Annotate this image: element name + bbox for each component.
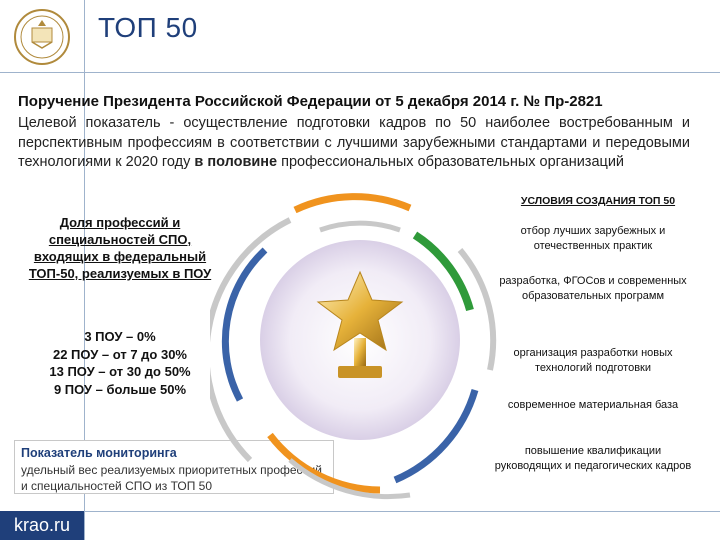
stat-line: 13 ПОУ – от 30 до 50% xyxy=(49,364,191,379)
monitoring-text: удельный вес реализуемых приоритетных профессий и специальностей СПО из ТОП 50 xyxy=(21,463,322,493)
condition-item: современное материальная база xyxy=(507,399,679,411)
stat-line: 3 ПОУ – 0% xyxy=(84,329,156,344)
footer-site-link[interactable]: krao.ru xyxy=(0,511,84,540)
target-text-part1: Целевой показатель - осуществление подготовки кадров по 50 наиболее востребованным и перспективным профессиям в соответствии с лучшими зарубежными стандартами и передовыми технологиями к 2020 году xyxy=(18,115,690,170)
arc-gray-right xyxy=(460,250,493,370)
conditions-title: УСЛОВИЯ СОЗДАНИЯ ТОП 50 xyxy=(520,195,676,207)
target-indicator-text xyxy=(18,114,690,173)
arc-diagram xyxy=(210,180,510,520)
condition-item: повышение квалификации руководящих и педагогических кадров xyxy=(494,445,692,472)
header-divider xyxy=(0,72,720,73)
crest-logo-icon xyxy=(10,8,74,66)
condition-item: разработка, ФГОСов и современных образовательных программ xyxy=(499,275,687,302)
decree-subtitle: Поручение Президента Российской Федерации от 5 декабря 2014 г. № Пр-2821 xyxy=(18,93,603,110)
stats-list xyxy=(20,328,220,398)
target-text-part2: профессиональных образовательных организаций xyxy=(281,154,625,170)
monitoring-title: Показатель мониторинга xyxy=(21,446,177,460)
page-title: ТОП 50 xyxy=(98,12,198,43)
arc-orange-top xyxy=(295,197,410,210)
stat-line: 9 ПОУ – больше 50% xyxy=(53,381,187,397)
share-title: Доля профессий и специальностей СПО, входящих в федеральный ТОП-50, реализуемых в ПОУ xyxy=(28,215,212,281)
stat-line: 22 ПОУ – от 7 до 30% xyxy=(52,346,187,362)
arc-gray-top xyxy=(320,223,400,230)
target-text-emphasis: в половине xyxy=(194,154,278,170)
condition-item: организация разработки новых технологий подготовки xyxy=(513,347,673,374)
condition-item: отбор лучших зарубежных и отечественных практик xyxy=(520,225,666,252)
